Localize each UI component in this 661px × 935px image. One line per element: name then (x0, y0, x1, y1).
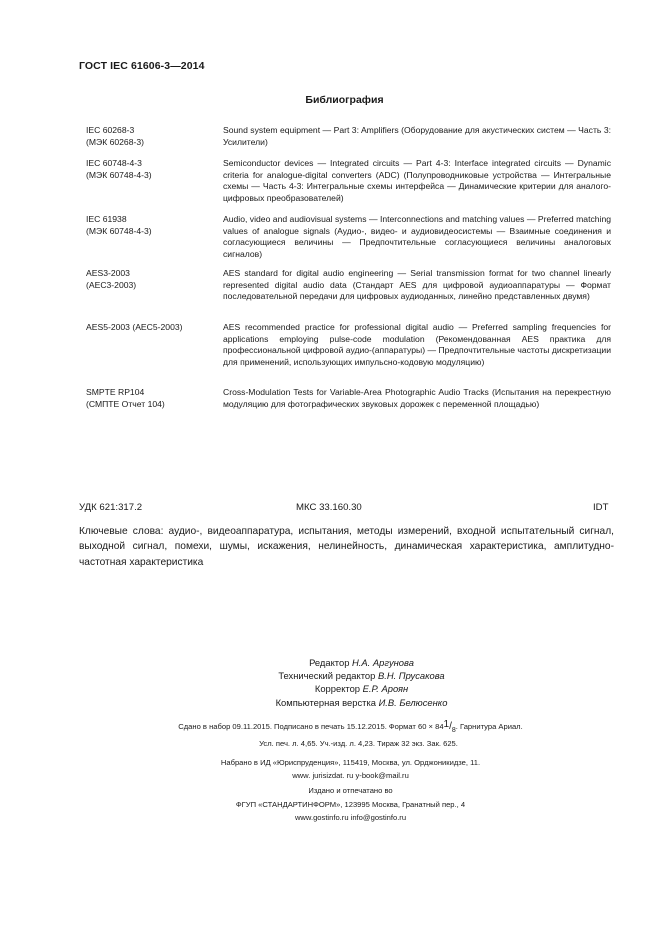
credits-block (0, 656, 661, 709)
entry-description: Semiconductor devices — Integrated circuits — Part 4-3: Interface integrated circuits — Dynamic criteria for analogue-digital converters (ADC) (Полупроводниковые устройства — Интегральные схемы — Часть 4-3: Интегральные схемы интерфейса — Динамические критерии для аналого-цифровых преобразователей) (223, 158, 611, 203)
mks-code: МКС 33.160.30 (296, 502, 362, 513)
bibliography-entry (86, 268, 611, 303)
document-code: ГОСТ IEC 61606-3—2014 (79, 60, 205, 72)
idt-marker: IDT (593, 502, 609, 513)
tech-editor-line (31, 669, 661, 682)
entry-code: AES5-2003 (АЕС5-2003) (86, 322, 183, 332)
corrector-role: Корректор (314, 683, 361, 695)
typeset-line: Набрано в ИД «Юриспруденция», 115419, Москва, ул. Орджоникидзе, 11. (220, 758, 481, 767)
bibliography-title-text: Библиография (305, 94, 384, 106)
format-fraction-separator: / (449, 721, 452, 732)
format-fraction-denominator: 8 (451, 727, 456, 734)
printer-address: ФГУП «СТАНДАРТИНФОРМ», 123995 Москва, Гранатный пер., 4 (235, 799, 466, 809)
entry-code: IEC 60268-3 (МЭК 60268-3) (86, 125, 144, 147)
corrector-line (31, 682, 661, 695)
layout-line (31, 696, 661, 709)
layout-role: Компьютерная верстка (275, 696, 376, 708)
printer-contacts: www.gostinfo.ru info@gostinfo.ru (294, 812, 407, 822)
printed-by-line: Издано и отпечатано во (308, 786, 393, 796)
entry-description: Audio, video and audiovisual systems — Interconnections and matching values — Preferred matching values of analogue signals (Аудио-, видео- и аудиовидеосистемы — Взаимные соединения и согласующиеся величины — Предпочтительные согласующиеся величины аналоговых сигналов) (223, 214, 611, 259)
bibliography-entry (86, 387, 611, 410)
udk-code: УДК 621:317.2 (79, 502, 143, 513)
entry-description: Cross-Modulation Tests for Variable-Area Photographic Audio Tracks (Испытания на перекрестную модуляцию для фотографических звуковых дорожек с переменной площадью) (223, 387, 611, 409)
tech-editor-role: Технический редактор (278, 670, 376, 682)
keywords: Ключевые слова: аудио-, видеоаппаратура, испытания, методы измерений, входной испытательный сигнал, выходной сигнал, помехи, шумы, искажения, нелинейность, динамическая характеристика, амплитудно-частотная характеристика (79, 526, 614, 568)
layout-name: И.В. Белюсенко (378, 696, 448, 708)
typeset-contacts: www. jurisizdat. ru y-book@mail.ru (292, 771, 409, 781)
tech-editor-name: В.Н. Прусакова (377, 670, 445, 682)
entry-code: IEC 60748-4-3 (МЭК 60748-4-3) (86, 158, 152, 180)
bibliography-entry (86, 214, 611, 260)
publisher-details (0, 756, 661, 824)
bibliography-title (0, 94, 661, 106)
bibliography-entry (86, 125, 611, 148)
corrector-name: Е.Р. Ароян (362, 683, 409, 695)
entry-code: IEC 61938 (МЭК 60748-4-3) (86, 214, 152, 236)
format-fraction-numerator: 1 (443, 719, 450, 730)
entry-code: AES3-2003 (АЕС3-2003) (86, 268, 137, 290)
print-details (0, 718, 661, 750)
bibliography-entry (86, 322, 611, 368)
entry-description: AES recommended practice for professional digital audio — Preferred sampling frequencies for applications employing pulse-code modulation (Рекомендованная AES практика для профессиональной цифровой аудио-(аппаратуры) — Предпочтительные частоты дискретизации для применений, использующих импульсно-кодовую модуляцию) (223, 322, 611, 367)
editor-name: Н.А. Аргунова (352, 657, 414, 668)
entry-description: Sound system equipment — Part 3: Amplifiers (Оборудование для акустических систем — Часть 3: Усилители) (223, 125, 611, 147)
bibliography-entry (86, 158, 611, 204)
print-line-2: Усл. печ. л. 4,65. Уч.-изд. л. 4,23. Тираж 32 экз. Зак. 625. (259, 739, 458, 749)
editor-line (31, 656, 661, 669)
entry-description: AES standard for digital audio engineering — Serial transmission format for two channel linearly represented digital audio data (Стандарт AES для цифровой аудиоаппаратуры — Формат последовательной передачи для цифровых аудиоданных, линейно представленных двумя) (223, 268, 611, 302)
editor-role: Редактор (309, 657, 350, 668)
print-line-1: Сдано в набор 09.11.2015. Подписано в печать 15.12.2015. Формат $60 \times 84^1/_8$. Гарнитура Ариал. (178, 719, 523, 734)
entry-code: SMPTE RP104 (СМПТЕ Отчет 104) (86, 387, 165, 409)
